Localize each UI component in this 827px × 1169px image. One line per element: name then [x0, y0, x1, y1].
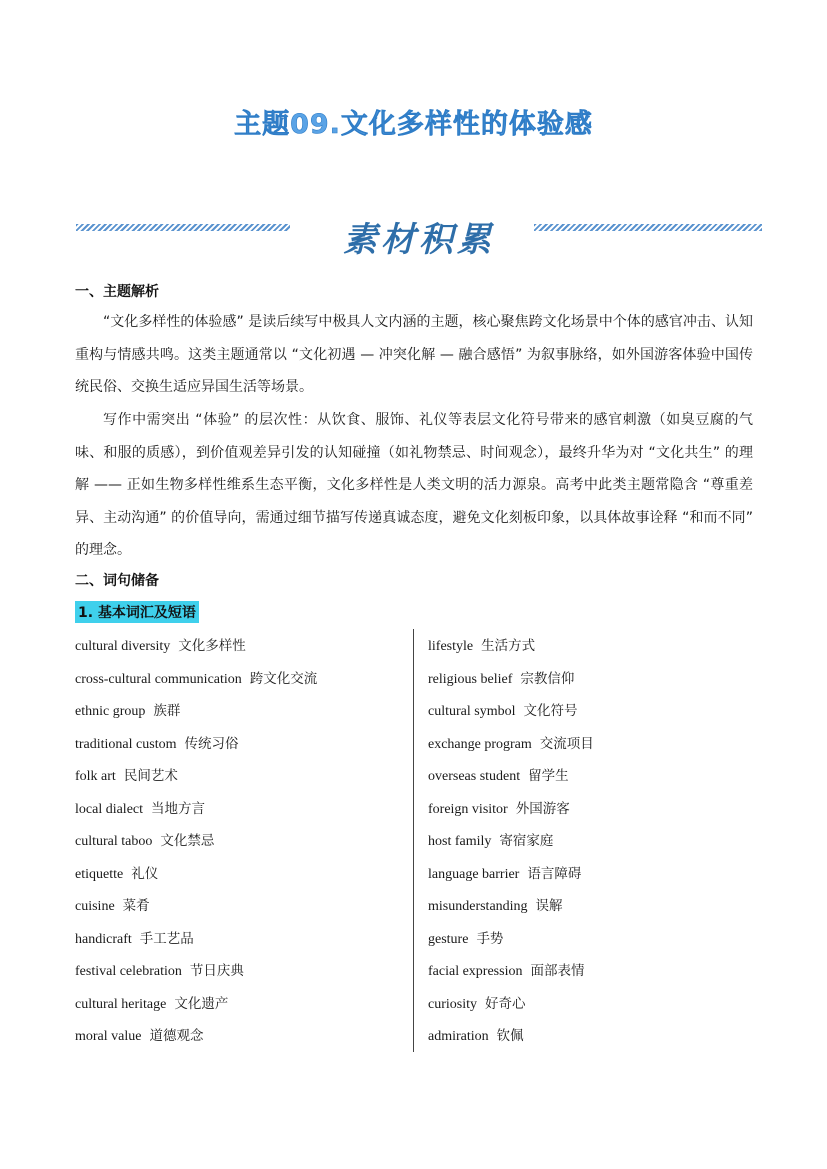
vocab-english: cultural diversity: [75, 639, 171, 654]
vocab-chinese: 外国游客: [515, 800, 570, 817]
vocab-english: foreign visitor: [428, 801, 508, 817]
vocab-chinese: 留学生: [528, 768, 569, 784]
vocab-chinese: 好奇心: [485, 995, 526, 1012]
vocab-item: [428, 1020, 758, 1053]
vocab-chinese: 礼仪: [131, 865, 159, 882]
vocab-english: misunderstanding: [428, 899, 528, 914]
vocab-chinese: 误解: [535, 898, 563, 914]
vocab-english: cultural symbol: [428, 704, 516, 719]
vocab-item: [75, 630, 405, 663]
vocab-item: [428, 728, 758, 761]
vocab-english: cuisine: [75, 899, 115, 914]
vocab-chinese: 交流项目: [539, 735, 594, 752]
vocab-chinese: 钦佩: [496, 1028, 524, 1044]
vocab-chinese: 文化禁忌: [160, 833, 215, 849]
paragraph-intro: “文化多样性的体验感” 是读后续写中极具人文内涵的主题，核心聚焦跨文化场景中个体的感官冲击、认知重构与情感共鸣。这类主题通常以 “文化初遇 — 冲突化解 — 融合感悟” 为叙事脉络，如外国游客体验中国传统民俗、交换生适应异国生活等场景。: [75, 314, 753, 395]
vocab-chinese: 节日庆典: [189, 963, 244, 979]
page-title: 主题09.文化多样性的体验感: [234, 109, 593, 140]
vocab-item: [75, 988, 405, 1021]
vocab-chinese: 民间艺术: [123, 768, 178, 784]
vocab-chinese: 语言障碍: [527, 865, 582, 882]
section-heading-theme-analysis: 一、主题解析: [75, 284, 159, 300]
vocab-item: [75, 663, 405, 696]
vocab-chinese: 文化多样性: [178, 638, 246, 654]
vocab-item: [75, 760, 405, 793]
vocab-item: [75, 825, 405, 858]
vocab-item: [428, 630, 758, 663]
vocab-item: [75, 890, 405, 923]
vocab-chinese: 生活方式: [481, 638, 536, 654]
vocab-chinese: 寄宿家庭: [499, 833, 554, 849]
vocab-english: facial expression: [428, 964, 523, 979]
vocab-english: folk art: [75, 769, 116, 784]
vocab-english: lifestyle: [428, 639, 474, 654]
vocab-item: [75, 793, 405, 826]
vocab-english: cultural taboo: [75, 834, 153, 849]
vocab-item: [428, 695, 758, 728]
banner-title: 素材积累: [343, 220, 495, 260]
vocab-item: [75, 858, 405, 891]
vocab-chinese: 文化遗产: [174, 995, 229, 1012]
vocab-english: moral value: [75, 1029, 142, 1044]
vocab-item: [428, 825, 758, 858]
vocab-english: curiosity: [428, 996, 477, 1012]
vocab-english: etiquette: [75, 866, 124, 882]
vocab-item: [428, 858, 758, 891]
vocab-english: exchange program: [428, 736, 532, 752]
vocab-item: [75, 1020, 405, 1053]
vocab-column-right: [428, 630, 758, 1053]
vocab-english: cultural heritage: [75, 996, 167, 1012]
vocab-item: [428, 890, 758, 923]
vocab-chinese: 文化符号: [523, 703, 578, 719]
vocab-english: religious belief: [428, 671, 513, 687]
vocab-item: [428, 988, 758, 1021]
vocab-english: overseas student: [428, 769, 521, 784]
vocab-item: [75, 955, 405, 988]
vocab-english: language barrier: [428, 866, 520, 882]
vocab-item: [428, 955, 758, 988]
vocab-chinese: 菜肴: [122, 898, 150, 914]
vocab-item: [428, 663, 758, 696]
vocab-chinese: 跨文化交流: [249, 670, 318, 687]
vocab-item: [428, 793, 758, 826]
vocab-chinese: 面部表情: [530, 963, 585, 979]
vocab-item: [428, 760, 758, 793]
vocab-english: handicraft: [75, 931, 132, 947]
vocab-chinese: 当地方言: [151, 800, 206, 817]
subheading-basic-vocabulary: 1. 基本词汇及短语: [75, 601, 199, 623]
vocab-chinese: 手工艺品: [139, 930, 194, 947]
vocab-item: [428, 923, 758, 956]
vocab-english: gesture: [428, 931, 469, 947]
section-heading-vocabulary: 二、词句储备: [75, 573, 159, 589]
vocab-item: [75, 728, 405, 761]
vocab-english: host family: [428, 834, 492, 849]
vocab-column-left: [75, 630, 405, 1053]
vocab-english: admiration: [428, 1029, 489, 1044]
vocab-english: local dialect: [75, 801, 144, 817]
paragraph-writing-guide: 写作中需突出 “体验” 的层次性：从饮食、服饰、礼仪等表层文化符号带来的感官刺激（如臭豆腐的气味、和服的质感），到价值观差异引发的认知碰撞（如礼物禁忌、时间观念），最终升华为对 “文化共生” 的理解 —— 正如生物多样性维系生态平衡，文化多样性是人类文明的活力源泉。高考中此类主题常隐含 “尊重差异、主动沟通” 的价值导向，需通过细节描写传递真诚态度，避免文化刻板印象，以具体故事诠释 “和而不同” 的理念。: [75, 412, 753, 558]
vocab-chinese: 宗教信仰: [520, 670, 575, 687]
vocab-english: traditional custom: [75, 736, 177, 752]
vocab-chinese: 手势: [476, 930, 504, 947]
vocab-item: [75, 923, 405, 956]
vocab-chinese: 传统习俗: [184, 735, 239, 752]
vocab-chinese: 道德观念: [149, 1028, 204, 1044]
vocab-item: [75, 695, 405, 728]
column-divider: [413, 629, 414, 1052]
vocab-chinese: 族群: [153, 703, 181, 719]
vocab-english: ethnic group: [75, 704, 146, 719]
vocab-english: cross-cultural communication: [75, 671, 242, 687]
vocab-english: festival celebration: [75, 964, 182, 979]
section-banner: [76, 212, 762, 258]
